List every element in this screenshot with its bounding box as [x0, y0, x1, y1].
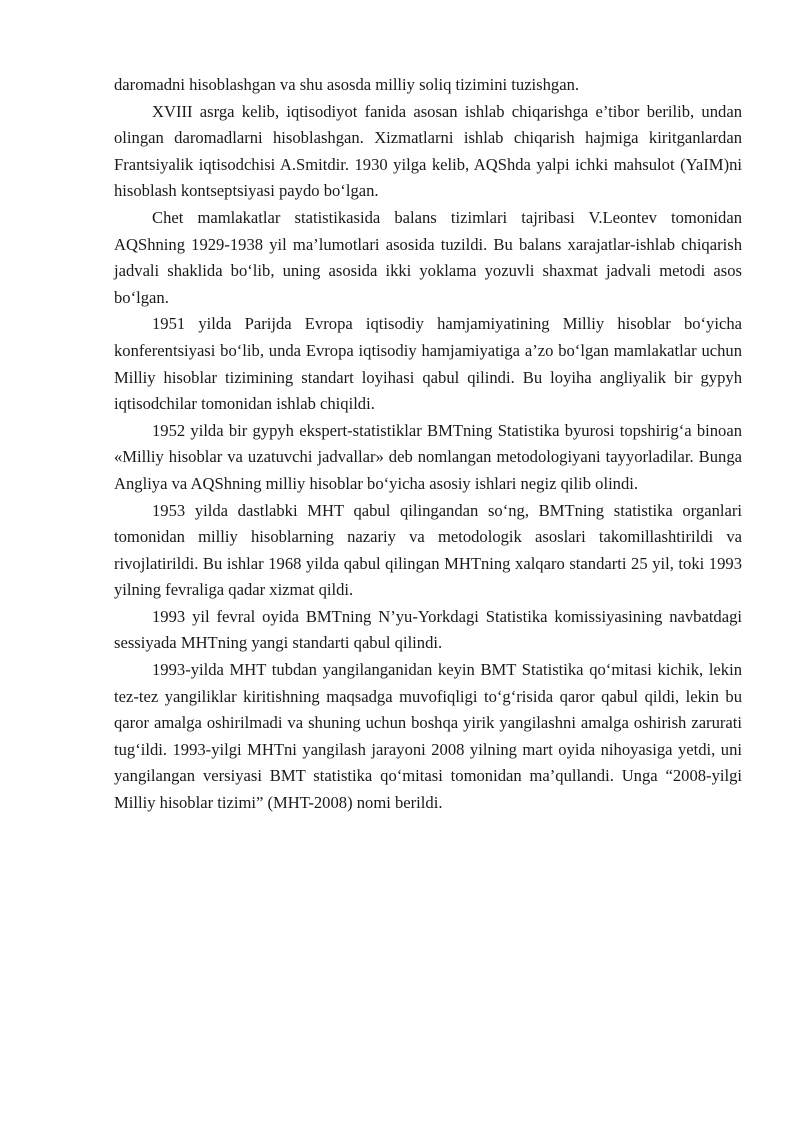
paragraph-1952-experts: 1952 yilda bir gypyh ekspert-statistiklar BMTning Statistika byurosi topshirig‘a binoan «Milliy hisoblar va uzatuvchi jadvallar» deb nomlangan metodologiyani tayyorladilar. Bunga Angliya va AQShning milliy hisoblar bo‘yicha asosiy ishlari negiz qilib olindi.: [114, 420, 742, 493]
paragraph-1993-2008-update: 1993-yilda MHT tubdan yangilanganidan keyin BMT Statistika qo‘mitasi kichik, lekin tez-tez yangiliklar kiritishning maqsadga muvofiqligi to‘g‘risida qaror qabul qildi, lekin bu qaror amalga oshirilmadi va shuning uchun boshqa yirik yangilashni amalga oshirish zarurati tug‘ildi. 1993-yilgi MHTni yangilash jarayoni 2008 yilning mart oyida nihoyasiga yetdi, uni yangilangan versiyasi BMT statistika qo‘mitasi tomonidan ma’qullandi. Unga “2008-yilgi Milliy hisoblar tizimi” (MHT-2008) nomi berildi.: [114, 660, 742, 813]
paragraph-1953-mht: 1953 yilda dastlabki MHT qabul qilingandan so‘ng, BMTning statistika organlari tomonidan milliy hisoblarning nazariy va metodologik asoslari takomillashtirildi va rivojlatirildi. Bu ishlar 1968 yilda qabul qilingan MHTning xalqaro standarti 25 yil, toki 1993 yilning fevraliga qadar xizmat qildi.: [114, 500, 742, 600]
paragraph-continuation: daromadni hisoblashgan va shu asosda milliy soliq tizimini tuzishgan.: [114, 75, 580, 94]
document-page: [114, 72, 742, 817]
paragraph-1951-paris: 1951 yilda Parijda Evropa iqtisodiy hamjamiyatining Milliy hisoblar bo‘yicha konferentsiyasi bo‘lib, unda Evropa iqtisodiy hamjamiyatiga a’zo bo‘lgan mamlakatlar uchun Milliy hisoblar tizimining standart loyihasi qabul qilindi. Bu loyiha angliyalik bir gypyh iqtisodchilar tomonidan ishlab chiqildi.: [114, 314, 742, 414]
paragraph-1993-february: 1993 yil fevral oyida BMTning N’yu-Yorkdagi Statistika komissiyasining navbatdagi sessiyada MHTning yangi standarti qabul qilindi.: [114, 606, 742, 653]
paragraph-leontev-balance: Chet mamlakatlar statistikasida balans tizimlari tajribasi V.Leontev tomonidan AQShning 1929-1938 yil ma’lumotlari asosida tuzildi. Bu balans xarajatlar-ishlab chiqarish jadvali shaklida bo‘lib, uning asosida ikki yoklama yozuvli shaxmat jadvali metodi asos bo‘lgan.: [114, 207, 742, 307]
paragraph-18th-century: XVIII asrga kelib, iqtisodiyot fanida asosan ishlab chiqarishga e’tibor berilib, undan olingan daromadlarni hisoblashgan. Xizmatlarni ishlab chiqarish hajmiga kiritganlardan Frantsiyalik iqtisodchisi A.Smitdir. 1930 yilga kelib, AQShda yalpi ichki mahsulot (YaIM)ni hisoblash kontseptsiyasi paydo bo‘lgan.: [114, 101, 742, 201]
